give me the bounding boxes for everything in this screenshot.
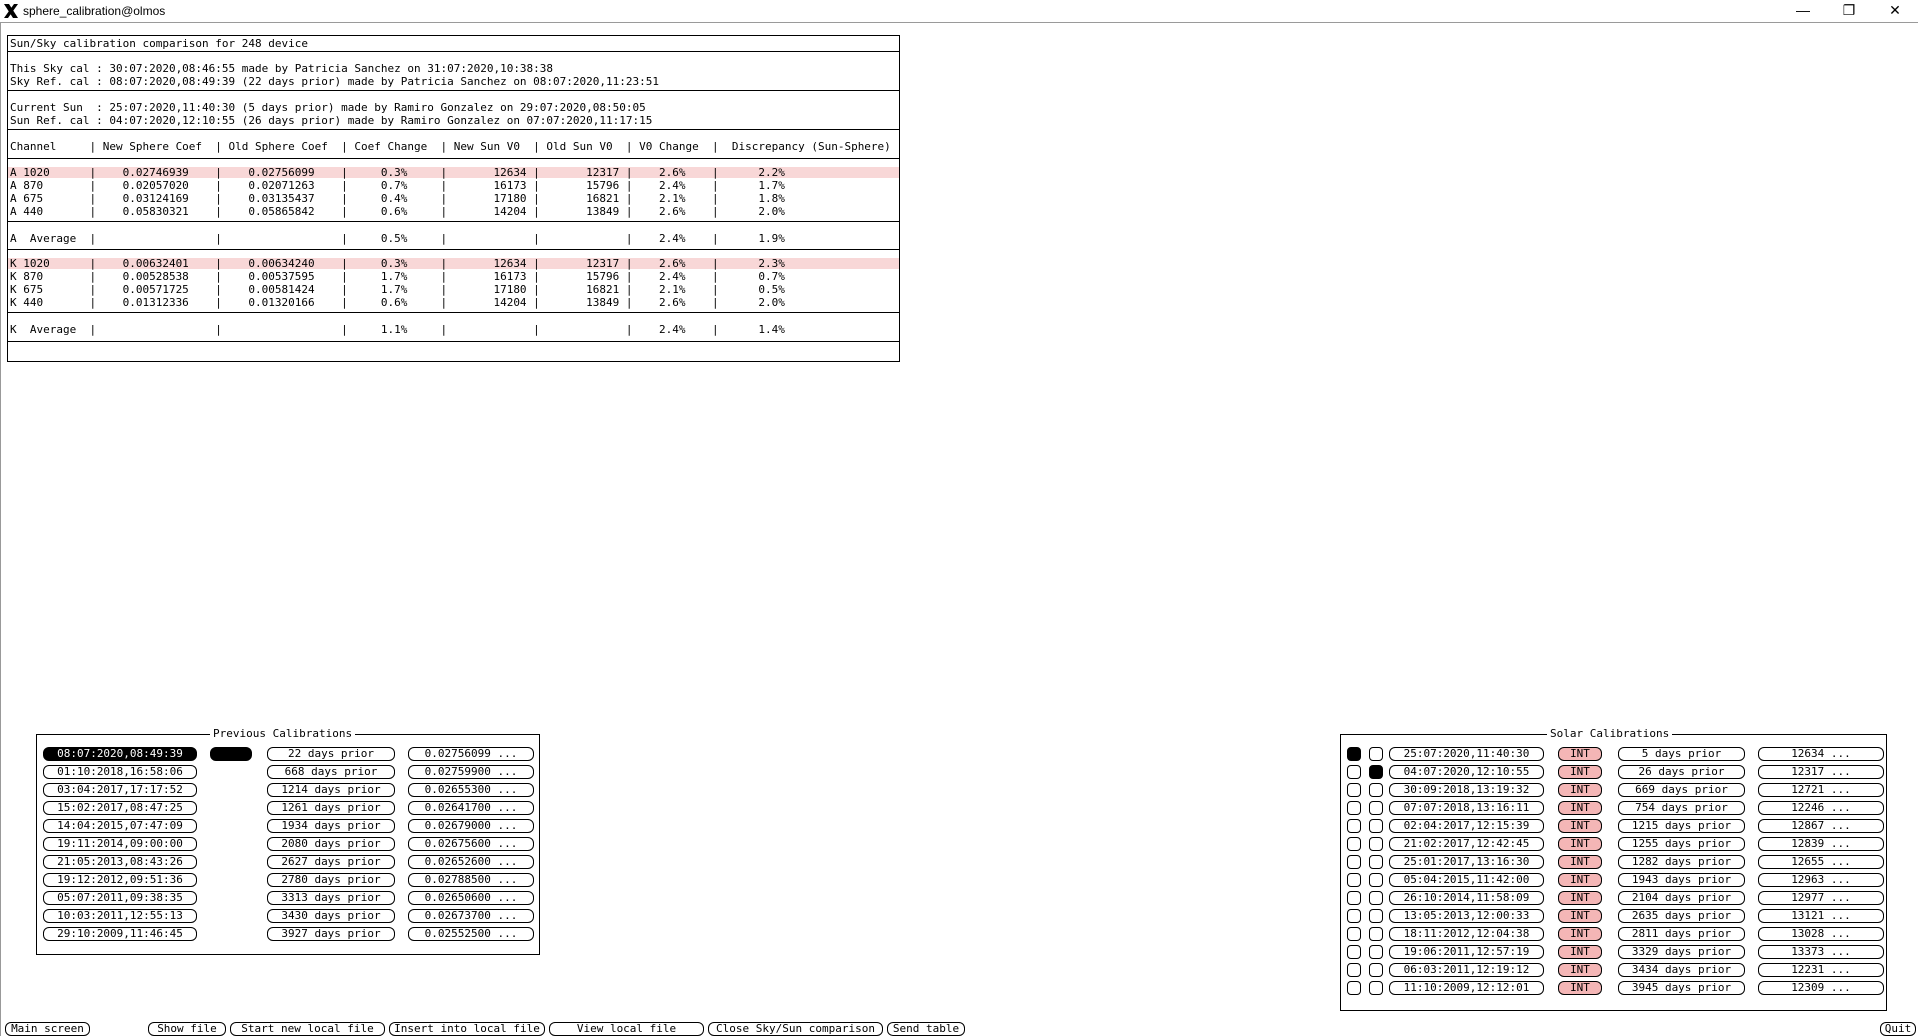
sphere-coef-field[interactable]: 0.02641700 ... — [408, 801, 534, 815]
int-tag[interactable]: INT — [1558, 891, 1602, 905]
calibration-date-field[interactable]: 19:12:2012,09:51:36 — [43, 873, 197, 887]
divider — [8, 312, 899, 313]
current-sun-checkbox[interactable] — [1347, 765, 1361, 779]
reference-sun-checkbox[interactable] — [1369, 801, 1383, 815]
days-prior-field[interactable]: 2080 days prior — [267, 837, 395, 851]
reference-sun-checkbox[interactable] — [1369, 927, 1383, 941]
days-prior-field[interactable]: 3927 days prior — [267, 927, 395, 941]
divider — [8, 221, 899, 222]
current-sun-checkbox[interactable] — [1347, 819, 1361, 833]
days-prior-field[interactable]: 668 days prior — [267, 765, 395, 779]
sun-v0-field[interactable]: 12317 ... — [1758, 765, 1884, 779]
sun-ref-cal-line: Sun Ref. cal : 04:07:2020,12:10:55 (26 days prior) made by Ramiro Gonzalez on 07:07:2020,11:17:15 — [10, 114, 653, 127]
reference-sun-checkbox[interactable] — [1369, 747, 1383, 761]
days-prior-field[interactable]: 3434 days prior — [1618, 963, 1745, 977]
reference-sun-checkbox[interactable] — [1369, 909, 1383, 923]
sky-cal-line: This Sky cal : 30:07:2020,08:46:55 made by Patricia Sanchez on 31:07:2020,10:38:38 — [10, 62, 554, 75]
restore-icon[interactable]: ❐ — [1842, 2, 1856, 18]
sun-v0-field[interactable]: 12977 ... — [1758, 891, 1884, 905]
minimize-icon[interactable]: — — [1796, 2, 1810, 18]
int-tag[interactable]: INT — [1558, 765, 1602, 779]
sphere-coef-field[interactable]: 0.02552500 ... — [408, 927, 534, 941]
sun-v0-field[interactable]: 12839 ... — [1758, 837, 1884, 851]
solar-date-field[interactable]: 25:07:2020,11:40:30 — [1389, 747, 1544, 761]
reference-sun-checkbox[interactable] — [1369, 945, 1383, 959]
days-prior-field[interactable]: 1255 days prior — [1618, 837, 1745, 851]
sun-v0-field[interactable]: 12634 ... — [1758, 747, 1884, 761]
divider — [8, 129, 899, 130]
sphere-coef-field[interactable]: 0.02679000 ... — [408, 819, 534, 833]
divider — [8, 90, 899, 91]
table-row: K 440 | 0.01312336 | 0.01320166 | 0.6% | 14204 | 13849 | 2.6% | 2.0% — [10, 296, 785, 309]
x11-app-icon — [3, 3, 19, 19]
solar-date-field[interactable]: 26:10:2014,11:58:09 — [1389, 891, 1544, 905]
current-sun-checkbox[interactable] — [1347, 855, 1361, 869]
previous-calibrations-title: Previous Calibrations — [210, 728, 355, 740]
solar-date-field[interactable]: 21:02:2017,12:42:45 — [1389, 837, 1544, 851]
int-tag[interactable]: INT — [1558, 909, 1602, 923]
days-prior-field[interactable]: 2104 days prior — [1618, 891, 1745, 905]
days-prior-field[interactable]: 3945 days prior — [1618, 981, 1745, 995]
current-sun-checkbox[interactable] — [1347, 927, 1361, 941]
int-tag[interactable]: INT — [1558, 837, 1602, 851]
calibration-date-field[interactable]: 14:04:2015,07:47:09 — [43, 819, 197, 833]
days-prior-field[interactable]: 26 days prior — [1618, 765, 1745, 779]
average-row: A Average | | | 0.5% | | | 2.4% | 1.9% — [10, 232, 785, 245]
reference-sun-checkbox[interactable] — [1369, 963, 1383, 977]
table-header: Channel | New Sphere Coef | Old Sphere Coef | Coef Change | New Sun V0 | Old Sun V0 | V0 Change | Discrepancy (Sun-Sphere) — [10, 140, 891, 153]
calibration-date-field[interactable]: 08:07:2020,08:49:39 — [43, 747, 197, 761]
window-left-border — [0, 22, 1, 1036]
solar-date-field[interactable]: 11:10:2009,12:12:01 — [1389, 981, 1544, 995]
sphere-coef-field[interactable]: 0.02756099 ... — [408, 747, 534, 761]
sphere-coef-field[interactable]: 0.02655300 ... — [408, 783, 534, 797]
reference-sun-checkbox[interactable] — [1369, 819, 1383, 833]
days-prior-field[interactable]: 1214 days prior — [267, 783, 395, 797]
reference-sun-checkbox[interactable] — [1369, 891, 1383, 905]
show-file-button[interactable]: Show file — [148, 1022, 226, 1036]
reference-sun-checkbox[interactable] — [1369, 765, 1383, 779]
insert-into-local-file-button[interactable]: Insert into local file — [389, 1022, 545, 1036]
days-prior-field[interactable]: 5 days prior — [1618, 747, 1745, 761]
current-sun-checkbox[interactable] — [1347, 945, 1361, 959]
int-tag[interactable]: INT — [1558, 963, 1602, 977]
table-row: A 870 | 0.02057020 | 0.02071263 | 0.7% | 16173 | 15796 | 2.4% | 1.7% — [10, 179, 785, 192]
current-sun-checkbox[interactable] — [1347, 837, 1361, 851]
table-row: K 870 | 0.00528538 | 0.00537595 | 1.7% | 16173 | 15796 | 2.4% | 0.7% — [10, 270, 785, 283]
reference-sun-checkbox[interactable] — [1369, 783, 1383, 797]
table-row: K 1020 | 0.00632401 | 0.00634240 | 0.3% | 12634 | 12317 | 2.6% | 2.3% — [10, 257, 785, 270]
view-local-file-button[interactable]: View local file — [549, 1022, 704, 1036]
int-tag[interactable]: INT — [1558, 855, 1602, 869]
days-prior-field[interactable]: 1943 days prior — [1618, 873, 1745, 887]
calibration-date-field[interactable]: 21:05:2013,08:43:26 — [43, 855, 197, 869]
current-sun-checkbox[interactable] — [1347, 873, 1361, 887]
current-sun-line: Current Sun : 25:07:2020,11:40:30 (5 days prior) made by Ramiro Gonzalez on 29:07:2020,08:50:05 — [10, 101, 646, 114]
solar-date-field[interactable]: 06:03:2011,12:19:12 — [1389, 963, 1544, 977]
int-tag[interactable]: INT — [1558, 801, 1602, 815]
sun-v0-field[interactable]: 12246 ... — [1758, 801, 1884, 815]
calibration-date-field[interactable]: 10:03:2011,12:55:13 — [43, 909, 197, 923]
reference-sun-checkbox[interactable] — [1369, 837, 1383, 851]
sphere-coef-field[interactable]: 0.02788500 ... — [408, 873, 534, 887]
sun-v0-field[interactable]: 12867 ... — [1758, 819, 1884, 833]
calibration-date-field[interactable]: 01:10:2018,16:58:06 — [43, 765, 197, 779]
current-sun-checkbox[interactable] — [1347, 909, 1361, 923]
days-prior-field[interactable]: 1282 days prior — [1618, 855, 1745, 869]
calibration-date-field[interactable]: 15:02:2017,08:47:25 — [43, 801, 197, 815]
days-prior-field[interactable]: 669 days prior — [1618, 783, 1745, 797]
sphere-coef-field[interactable]: 0.02675600 ... — [408, 837, 534, 851]
calibration-date-field[interactable]: 03:04:2017,17:17:52 — [43, 783, 197, 797]
days-prior-field[interactable]: 3329 days prior — [1618, 945, 1745, 959]
solar-date-field[interactable]: 19:06:2011,12:57:19 — [1389, 945, 1544, 959]
solar-date-field[interactable]: 30:09:2018,13:19:32 — [1389, 783, 1544, 797]
table-row: A 1020 | 0.02746939 | 0.02756099 | 0.3% | 12634 | 12317 | 2.6% | 2.2% — [10, 166, 785, 179]
calibration-date-field[interactable]: 05:07:2011,09:38:35 — [43, 891, 197, 905]
divider — [8, 51, 899, 52]
reference-sun-checkbox[interactable] — [1369, 873, 1383, 887]
window-titlebar — [0, 0, 1918, 23]
solar-calibrations-panel — [1340, 727, 1887, 1011]
divider — [8, 158, 899, 159]
current-sun-checkbox[interactable] — [1347, 747, 1361, 761]
start-new-local-file-button[interactable]: Start new local file — [230, 1022, 385, 1036]
quit-button[interactable]: Quit — [1880, 1022, 1916, 1036]
days-prior-field[interactable]: 3430 days prior — [267, 909, 395, 923]
current-sun-checkbox[interactable] — [1347, 801, 1361, 815]
main-screen-button[interactable]: Main screen — [5, 1022, 90, 1036]
days-prior-field[interactable]: 3313 days prior — [267, 891, 395, 905]
calibration-date-field[interactable]: 19:11:2014,09:00:00 — [43, 837, 197, 851]
solar-date-field[interactable]: 07:07:2018,13:16:11 — [1389, 801, 1544, 815]
days-prior-field[interactable]: 22 days prior — [267, 747, 395, 761]
sphere-coef-field[interactable]: 0.02759900 ... — [408, 765, 534, 779]
days-prior-field[interactable]: 1215 days prior — [1618, 819, 1745, 833]
sphere-coef-field[interactable]: 0.02650600 ... — [408, 891, 534, 905]
sun-v0-field[interactable]: 12655 ... — [1758, 855, 1884, 869]
previous-calibrations-panel — [36, 727, 540, 955]
int-tag[interactable]: INT — [1558, 873, 1602, 887]
sphere-coef-field[interactable]: 0.02652600 ... — [408, 855, 534, 869]
sun-v0-field[interactable]: 13121 ... — [1758, 909, 1884, 923]
selected-reference-marker[interactable] — [210, 747, 252, 761]
calibration-date-field[interactable]: 29:10:2009,11:46:45 — [43, 927, 197, 941]
solar-date-field[interactable]: 13:05:2013,12:00:33 — [1389, 909, 1544, 923]
send-table-button[interactable]: Send table — [887, 1022, 965, 1036]
divider — [8, 341, 899, 342]
days-prior-field[interactable]: 2811 days prior — [1618, 927, 1745, 941]
sun-v0-field[interactable]: 13373 ... — [1758, 945, 1884, 959]
int-tag[interactable]: INT — [1558, 981, 1602, 995]
reference-sun-checkbox[interactable] — [1369, 981, 1383, 995]
close-sky-sun-comparison-button[interactable]: Close Sky/Sun comparison — [708, 1022, 883, 1036]
solar-date-field[interactable]: 18:11:2012,12:04:38 — [1389, 927, 1544, 941]
current-sun-checkbox[interactable] — [1347, 891, 1361, 905]
table-row: K 675 | 0.00571725 | 0.00581424 | 1.7% | 17180 | 16821 | 2.1% | 0.5% — [10, 283, 785, 296]
average-row: K Average | | | 1.1% | | | 2.4% | 1.4% — [10, 323, 785, 336]
days-prior-field[interactable]: 2627 days prior — [267, 855, 395, 869]
report-title: Sun/Sky calibration comparison for 248 device — [10, 37, 309, 50]
days-prior-field[interactable]: 1261 days prior — [267, 801, 395, 815]
current-sun-checkbox[interactable] — [1347, 963, 1361, 977]
solar-date-field[interactable]: 05:04:2015,11:42:00 — [1389, 873, 1544, 887]
table-row: A 675 | 0.03124169 | 0.03135437 | 0.4% | 17180 | 16821 | 2.1% | 1.8% — [10, 192, 785, 205]
sun-v0-field[interactable]: 12309 ... — [1758, 981, 1884, 995]
table-row: A 440 | 0.05830321 | 0.05865842 | 0.6% | 14204 | 13849 | 2.6% | 2.0% — [10, 205, 785, 218]
sun-v0-field[interactable]: 13028 ... — [1758, 927, 1884, 941]
current-sun-checkbox[interactable] — [1347, 783, 1361, 797]
sun-v0-field[interactable]: 12963 ... — [1758, 873, 1884, 887]
days-prior-field[interactable]: 2780 days prior — [267, 873, 395, 887]
solar-date-field[interactable]: 04:07:2020,12:10:55 — [1389, 765, 1544, 779]
window-title: sphere_calibration@olmos — [23, 4, 166, 18]
days-prior-field[interactable]: 754 days prior — [1618, 801, 1745, 815]
sun-v0-field[interactable]: 12721 ... — [1758, 783, 1884, 797]
days-prior-field[interactable]: 2635 days prior — [1618, 909, 1745, 923]
solar-date-field[interactable]: 25:01:2017,13:16:30 — [1389, 855, 1544, 869]
int-tag[interactable]: INT — [1558, 927, 1602, 941]
sky-ref-cal-line: Sky Ref. cal : 08:07:2020,08:49:39 (22 days prior) made by Patricia Sanchez on 08:07:2020,11:23:51 — [10, 75, 660, 88]
reference-sun-checkbox[interactable] — [1369, 855, 1383, 869]
int-tag[interactable]: INT — [1558, 819, 1602, 833]
sun-v0-field[interactable]: 12231 ... — [1758, 963, 1884, 977]
comparison-report — [7, 35, 900, 362]
int-tag[interactable]: INT — [1558, 945, 1602, 959]
int-tag[interactable]: INT — [1558, 783, 1602, 797]
current-sun-checkbox[interactable] — [1347, 981, 1361, 995]
days-prior-field[interactable]: 1934 days prior — [267, 819, 395, 833]
divider — [8, 249, 899, 250]
int-tag[interactable]: INT — [1558, 747, 1602, 761]
solar-calibrations-title: Solar Calibrations — [1547, 728, 1672, 740]
close-icon[interactable]: ✕ — [1889, 2, 1901, 18]
solar-date-field[interactable]: 02:04:2017,12:15:39 — [1389, 819, 1544, 833]
sphere-coef-field[interactable]: 0.02673700 ... — [408, 909, 534, 923]
